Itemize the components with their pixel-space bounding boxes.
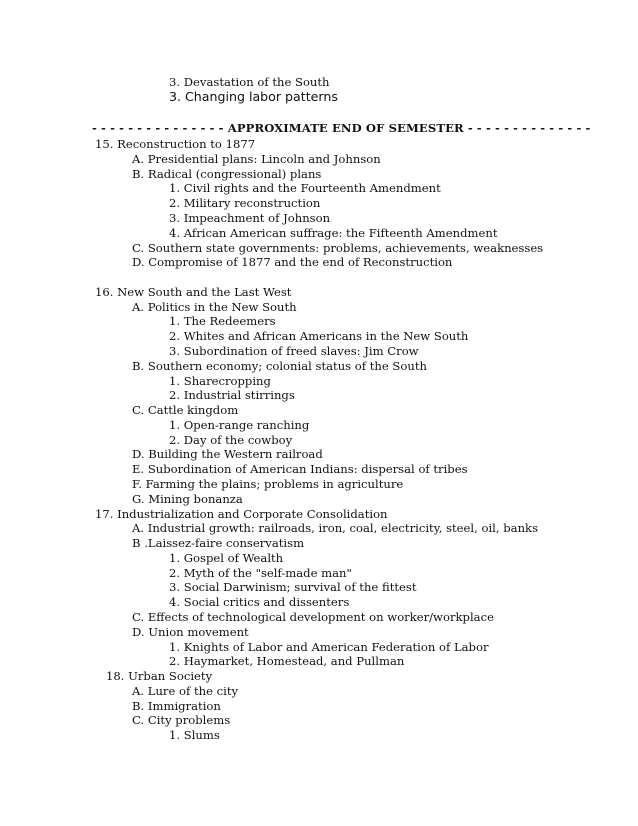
outline-item: C. City problems <box>132 713 231 727</box>
outline-item: B. Radical (congressional) plans <box>132 167 322 181</box>
outline-item: 1. Open-range ranching <box>169 418 310 432</box>
outline-item: G. Mining bonanza <box>132 492 243 506</box>
outline-item: 1. Knights of Labor and American Federation of Labor <box>169 640 489 654</box>
outline-item: 3. Changing labor patterns <box>169 89 338 104</box>
outline-item: 1. Sharecropping <box>169 374 271 388</box>
outline-item: 2. Haymarket, Homestead, and Pullman <box>169 654 405 668</box>
outline-item: B .Laissez-faire conservatism <box>132 536 305 550</box>
outline-item: D. Compromise of 1877 and the end of Reconstruction <box>132 255 453 269</box>
outline-item: D. Building the Western railroad <box>132 447 323 461</box>
outline-item: A. Presidential plans: Lincoln and Johnson <box>132 152 381 166</box>
outline-item: 4. Social critics and dissenters <box>169 595 350 609</box>
outline-item: 1. The Redeemers <box>169 314 276 328</box>
outline-item: 2. Myth of the "self-made man" <box>169 566 352 580</box>
outline-item: 2. Industrial stirrings <box>169 388 295 402</box>
section-heading: 17. Industrialization and Corporate Consolidation <box>95 507 388 521</box>
outline-item: 2. Day of the cowboy <box>169 433 293 447</box>
outline-item: C. Cattle kingdom <box>132 403 239 417</box>
outline-item: 2. Military reconstruction <box>169 196 321 210</box>
outline-item: A. Politics in the New South <box>132 300 297 314</box>
outline-item: 2. Whites and African Americans in the New South <box>169 329 469 343</box>
outline-item: C. Southern state governments: problems, achievements, weaknesses <box>132 241 544 255</box>
section-heading: 18. Urban Society <box>106 669 213 683</box>
outline-item: C. Effects of technological development on worker/workplace <box>132 610 494 624</box>
outline-item: F. Farming the plains; problems in agriculture <box>132 477 404 491</box>
outline-item: 1. Gospel of Wealth <box>169 551 284 565</box>
outline-item: A. Industrial growth: railroads, iron, coal, electricity, steel, oil, banks <box>132 521 539 535</box>
outline-item: 3. Impeachment of Johnson <box>169 211 331 225</box>
section-heading: 16. New South and the Last West <box>95 285 292 299</box>
semester-divider: - - - - - - - - - - - - - - - APPROXIMATE END OF SEMESTER - - - - - - - - - - - - - - <box>92 121 591 135</box>
outline-item: 3. Subordination of freed slaves: Jim Crow <box>169 344 419 358</box>
outline-item: E. Subordination of American Indians: dispersal of tribes <box>132 462 468 476</box>
outline-item: A. Lure of the city <box>132 684 239 698</box>
outline-item: 4. African American suffrage: the Fifteenth Amendment <box>169 226 498 240</box>
outline-item: 3. Devastation of the South <box>169 75 330 89</box>
outline-item: B. Southern economy; colonial status of the South <box>132 359 427 373</box>
outline-item: D. Union movement <box>132 625 249 639</box>
outline-item: 3. Social Darwinism; survival of the fittest <box>169 580 417 594</box>
section-heading: 15. Reconstruction to 1877 <box>95 137 256 151</box>
outline-item: B. Immigration <box>132 699 221 713</box>
outline-item: 1. Slums <box>169 728 220 742</box>
outline-item: 1. Civil rights and the Fourteenth Amendment <box>169 181 441 195</box>
